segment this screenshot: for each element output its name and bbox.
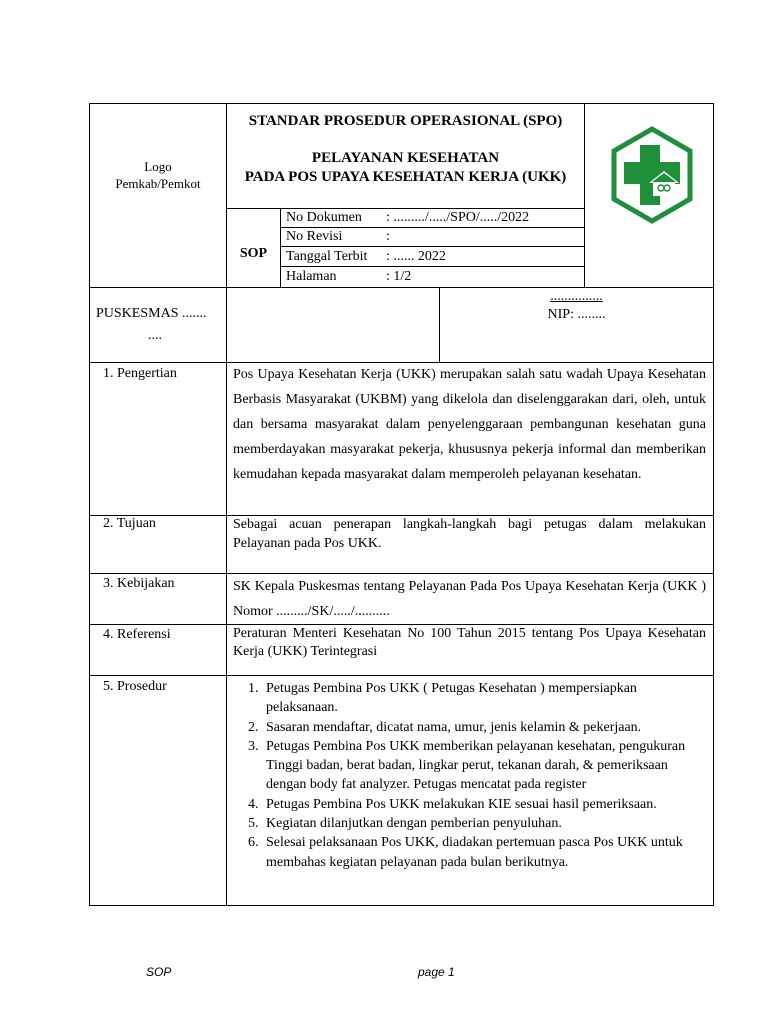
- section-label-referensi: 4. Referensi: [103, 627, 171, 642]
- procedure-step: 4. Petugas Pembina Pos UKK melakukan KIE sesuai hasil pemeriksaan.: [262, 795, 710, 814]
- revision-value: :: [386, 229, 390, 244]
- section-label-kebijakan: 3. Kebijakan: [103, 576, 175, 591]
- section-text-pengertian: Pos Upaya Kesehatan Kerja (UKK) merupakan salah satu wadah Upaya Kesehatan Berbasis Masyarakat (UKBM) yang dikelola dan diselenggarakan dari, oleh, untuk dan bersama masyarakat dalam penyelenggaraan pembangunan kesehatan guna memberdayakan masyarakat pekerja, khususnya pekerja informal dan memberikan kemudahan kepada masyarakat dalam memperoleh pelayanan kesehatan.: [233, 367, 706, 482]
- sop-label: SOP: [239, 246, 268, 261]
- procedure-step: 5. Kegiatan dilanjutkan dengan pemberian penyuluhan.: [262, 814, 710, 833]
- doc-number-value: : ........./...../SPO/...../2022: [386, 210, 530, 225]
- section-text-kebijakan: SK Kepala Puskesmas tentang Pelayanan Pada Pos Upaya Kesehatan Kerja (UKK ) Nomor ........./SK/...../..........: [233, 579, 706, 619]
- health-logo-icon: [611, 126, 693, 224]
- doc-number-label: No Dokumen: [286, 210, 362, 225]
- issue-date-label: Tanggal Terbit: [286, 249, 368, 264]
- logo-text: Logo: [144, 159, 172, 174]
- page-value: : 1/2: [386, 269, 412, 284]
- puskesmas-name-cont: ....: [148, 328, 162, 343]
- puskesmas-name: PUSKESMAS .......: [96, 306, 207, 321]
- page-row: [286, 267, 584, 286]
- issue-date-row: [286, 247, 584, 266]
- signer-name: ...............: [550, 289, 603, 304]
- signer-nip: NIP: ........: [547, 307, 606, 322]
- revision-row: [286, 228, 584, 246]
- issue-date-value: : ...... 2022: [386, 249, 446, 264]
- section-text-tujuan: Sebagai acuan penerapan langkah-langkah bagi petugas dalam melakukan Pelayanan pada Pos UKK.: [233, 517, 706, 551]
- doc-title: STANDAR PROSEDUR OPERASIONAL (SPO): [248, 113, 563, 129]
- logo-org: Pemkab/Pemkot: [115, 176, 201, 191]
- section-label-prosedur: 5. Prosedur: [103, 679, 167, 694]
- procedure-list: [228, 679, 710, 872]
- footer-left: SOP: [146, 965, 172, 979]
- procedure-step: 3. Petugas Pembina Pos UKK memberikan pelayanan kesehatan, pengukuran Tinggi badan, berat badan, lingkar perut, tekanan darah, & pemeriksaan dengan body fat analyzer. Petugas mencatat pada register: [262, 737, 710, 795]
- footer-page: page 1: [418, 965, 455, 979]
- section-label-tujuan: 2. Tujuan: [103, 516, 156, 531]
- revision-label: No Revisi: [286, 229, 343, 244]
- doc-number-row: [286, 209, 584, 227]
- procedure-step: 2. Sasaran mendaftar, dicatat nama, umur, jenis kelamin & pekerjaan.: [262, 718, 710, 737]
- doc-subtitle-2: PADA POS UPAYA KESEHATAN KERJA (UKK): [244, 169, 567, 185]
- logo-placeholder: [90, 158, 226, 192]
- procedure-list-wrapper: [228, 679, 710, 872]
- page-label: Halaman: [286, 269, 337, 284]
- section-label-pengertian: 1. Pengertian: [103, 366, 177, 381]
- procedure-step: 6. Selesai pelaksanaan Pos UKK, diadakan pertemuan pasca Pos UKK untuk membahas kegiatan pelayanan pada bulan berikutnya.: [262, 833, 710, 872]
- section-text-referensi: Peraturan Menteri Kesehatan No 100 Tahun 2015 tentang Pos Upaya Kesehatan Kerja (UKK) Terintegrasi: [233, 626, 706, 659]
- doc-subtitle-1: PELAYANAN KESEHATAN: [311, 150, 500, 166]
- procedure-step: 1. Petugas Pembina Pos UKK ( Petugas Kesehatan ) mempersiapkan pelaksanaan.: [262, 679, 710, 718]
